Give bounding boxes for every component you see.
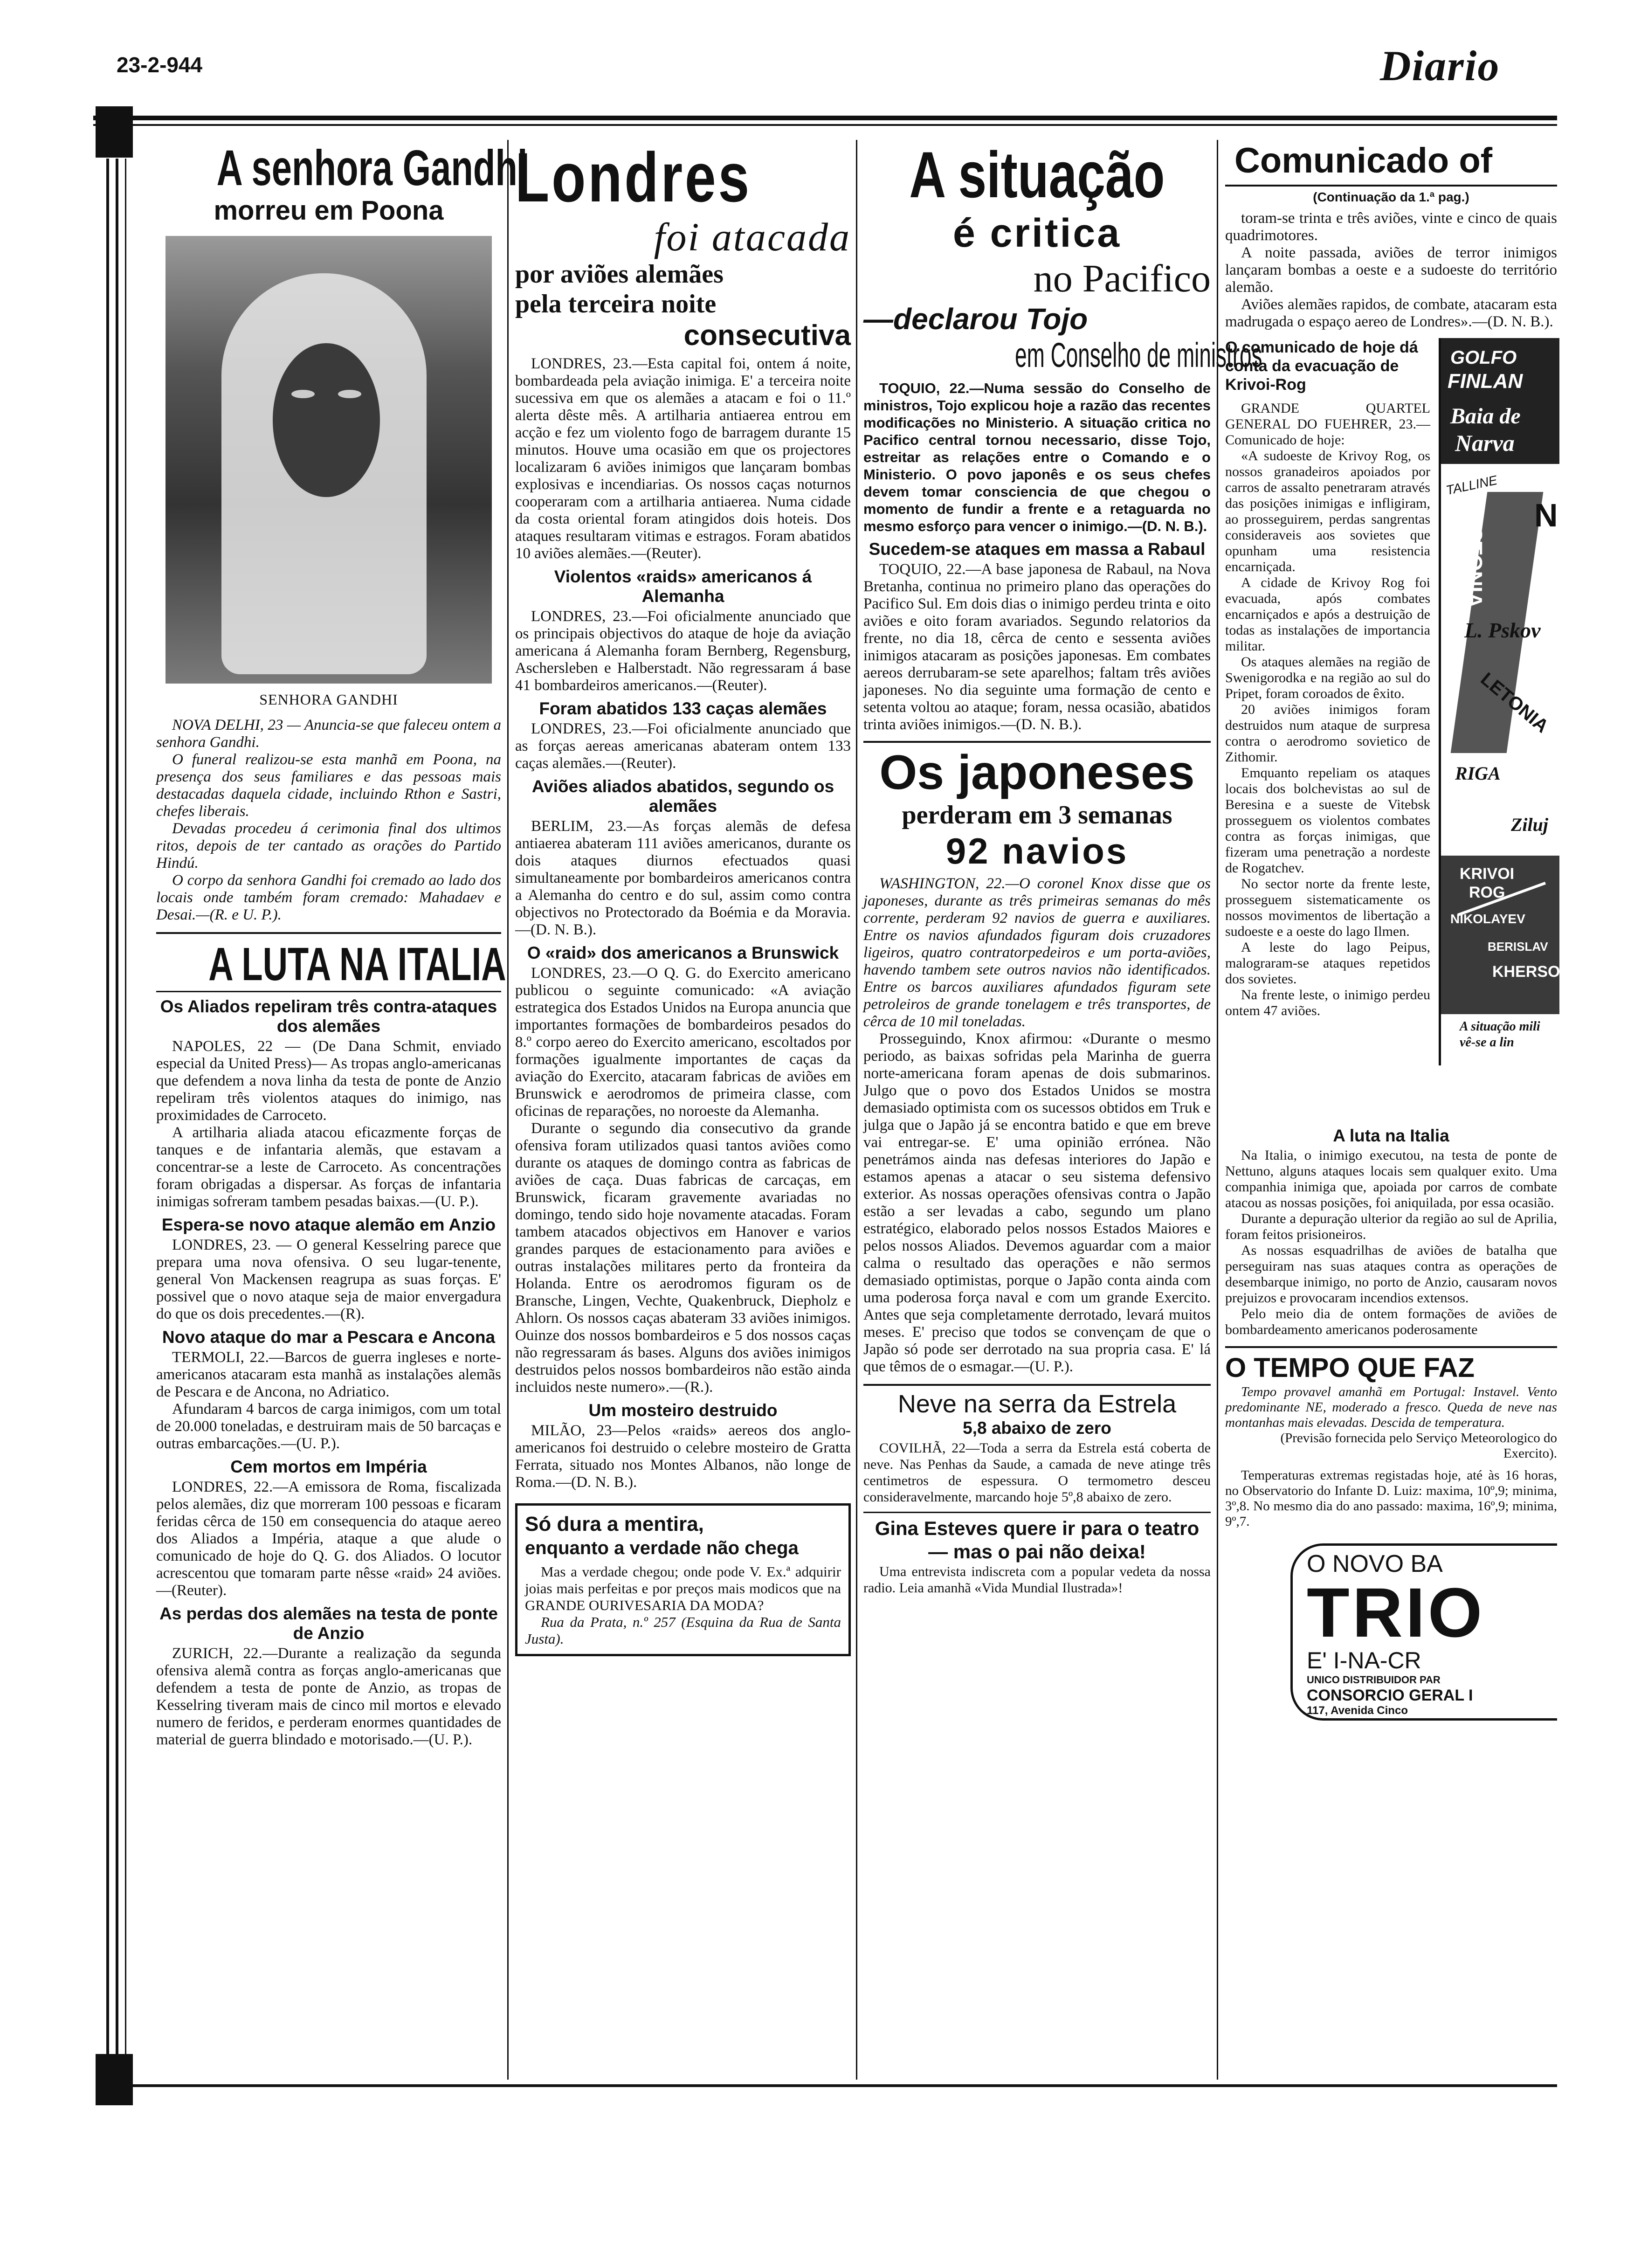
comunicado-p3: Aviões alemães rapidos, de combate, atacaram esta madrugada o espaço aereo de Londres».—(D. N. B.). (1225, 296, 1557, 330)
kesselring-p1: LONDRES, 23. — O general Kesselring parece que prepara uma nova ofensiva. O seu lugar-tenente, general Von Mackensen reagrupa as suas forças. E' possivel que o novo ataque seja de maior envergadura do que os dois precedentes.—(R). (156, 1237, 501, 1322)
aliados-p1: BERLIM, 23.—As forças alemãs de defesa antiaerea abateram 111 aviões americanos, durante os dois ataques diurnos efectuados quasi simultaneamente por bombardeiros americanos contra a Alemanha do centro e do sul, assim como contra objectivos no Protectorado da Boémia e da Moravia.—(D. N. B.). (515, 818, 851, 938)
gandhi-photo-caption: SENHORA GANDHI (259, 691, 398, 708)
brunswick-p2: Durante o segundo dia consecutivo da grande ofensiva foram utilizados quasi tantos aviões como durante os ataques de domingo contra as fabricas de aviões de caça. Duas fabricas de carcaças, em Brunswick, ficaram gravemente avariadas no domingo, tendo sido hoje novamente atacadas. Foram tambem atacados objectivos em Hanover e varios grandes parques de estacionamento para aviões e outras instalações militares perto da fronteira da Holanda. Entre os aerodromos figuram os de Bransche, Lingen, Vechte, Quakenbruck, Diepholz e Ahlorn. Os nossos caças abateram 33 aviões inimigos. Ouinze dos nossos bombardeiros e 5 dos nossos caças não regressaram ás bases. Alguns dos aviões inimigos destruidos pelos nossos bombardeiros não estão ainda incluidos neste numero».—(R.). (515, 1120, 851, 1396)
italia-headline: A LUTA NA ITALIA (208, 938, 506, 990)
gandhi-headline: A senhora Gandhi (216, 139, 528, 196)
tempo-temperatures: Temperaturas extremas registadas hoje, até às 16 horas, no Observatorio do Infante D. Luiz: maxima, 10º,9; minima, 3º,8. No mesmo dia do ano passado: maxima, 16º,9; minima, 9º,7. (1225, 1468, 1557, 1529)
tempo-headline: O TEMPO QUE FAZ (1225, 1353, 1475, 1383)
tempo-forecast: Tempo provavel amanhã em Portugal: Instavel. Vento predominante NE, moderado a fresco. Queda de neve nas montanhas mais elevadas. Descida de temperatura. (1225, 1384, 1557, 1430)
japoneses-p2: Prosseguindo, Knox afirmou: «Durante o mesmo periodo, as baixas sofridas pela Marinha de guerra norte-americana foram apenas de dois submarinos. Julgo que o povo dos Estados Unidos se mostra demasiado optimista com os sucessos obtidos em Truk e julga que o Japão já se encontra batido e que em breve vai entregar-se. E' uma opinião errónea. Não penetrámos ainda nas defesas interiores do Japão e estamos apenas a atacar o seu sistema defensivo exterior. As nossas operações ofensivas contra o Japão estão a ser levadas a cabo, segundo um plano estratégico, elaborado pelos nossos Estados Maiores e pelos nossos Aliados. Devemos aguardar com a maior calma o resultado das operações e não sermos demasiado optimistas, porque o Japão conta ainda com uma poderosa força naval e com um grande Exercito. Antes que seja completamente derrotado, levará muitos meses. E' preciso que todos se convençam de que o Japão só pode ser derrotado na sua propria casa. E' lá que têmos de o esmagar.—(U. P.). (863, 1030, 1211, 1375)
map-label-nikolayev: NIKOLAYEV (1450, 912, 1525, 926)
raids-subhead: Violentos «raids» americanos á Alemanha (554, 567, 812, 606)
trio-ad-line2: E' I-NA-CR (1307, 1647, 1421, 1673)
footer-rule (131, 2084, 1557, 2087)
ad-title-1: Só dura a mentira, (525, 1513, 704, 1535)
kesselring-subhead: Espera-se novo ataque alemão em Anzio (161, 1215, 496, 1234)
ad-title-2: enquanto a verdade não chega (525, 1538, 799, 1558)
italia-p2: A artilharia aliada atacou eficazmente forças de tanques e de infantaria alemãs, que estavam a concentrar-se a leste de Carroceto. As concentrações foram obrigadas a dispersar. As forças de infantaria inimigas sofreram tambem pesadas baixas.—(U. P.). (156, 1124, 501, 1210)
pescara-p2: Afundaram 4 barcos de carga inimigos, com um total de 20.000 toneladas, e destruiram mais de 50 barcaças e outras embarcações.—(U. P.). (156, 1401, 501, 1452)
situacao-p1: TOQUIO, 22.—Numa sessão do Conselho de ministros, Tojo explicou hoje a razão das recentes modificações no Ministerio. A situação critica no Pacifico central tornou necessario, disse Tojo, estreitar as relações entre o Comando e o Ministerio. O povo japonês e os seus chefes devem tomar consciencia de que chegou o momento de fundir a frente e a retaguarda no mesmo esforço para vencer o inimigo.—(D. N. B.). (863, 380, 1211, 534)
rabaul-p1: TOQUIO, 22.—A base japonesa de Rabaul, na Nova Bretanha, continua no primeiro plano das operações do Pacifico Sul. Em dois dias o inimigo perdeu trinta e oito aviões e oito foram avariados. Segundo relatorios da frente, no dia 18, cêrca de cento e sessenta aviões inimigos atacaram as posições japonesas. Em combates aereos derrubaram-se sete aparelhos; faltam três aviões japoneses. No dia seguinte uma formação de cento e setenta voltou ao ataque; foram, nessa ocasião, abatidos trinta aviões inimigos.—(D. N. B.). (863, 561, 1211, 733)
column-comunicado (1225, 140, 1560, 2080)
column-rule-1 (507, 140, 509, 2080)
perdas-p1: ZURICH, 22.—Durante a realização da segunda ofensiva alemã contra as forças anglo-americanas que defendem a testa de ponte de Anzio, as tropas de Kesselring tiveram mais de cinco mil mortos e elevado numero de feridos, e perderam enormes quantidades de material de guerra blindado e motorisado.—(U. P.). (156, 1645, 501, 1748)
map-label-rog: ROG (1469, 884, 1505, 901)
trio-ad-line4: CONSORCIO GERAL I (1307, 1687, 1473, 1704)
situacao-headline: A situação (909, 138, 1165, 211)
map-label-baia: Baia de (1450, 404, 1521, 429)
krivoi-p5: 20 aviões inimigos foram destruidos num ataque de surpresa contra o aerodromo sovietico de Zithomir. (1225, 702, 1430, 765)
trio-ad-line5: 117, Avenida Cinco (1307, 1704, 1408, 1717)
italia-p1: NAPOLES, 22 — (De Dana Schmit, enviado especial da United Press)— As tropas anglo-americanas que defendem a nova linha da testa de ponte de Anzio repeliram três violentos ataques do inimigo, nas proximidades de Carroceto. (156, 1038, 501, 1124)
pescara-p1: TERMOLI, 22.—Barcos de guerra ingleses e norte-americanos atacaram esta manhã as instalações alemãs de Pescara e de Ancona, no Adriatico. (156, 1349, 501, 1400)
map-label-pskov: L. Pskov (1464, 618, 1541, 642)
gandhi-p4: O corpo da senhora Gandhi foi cremado ao lado dos locais onde também foram cremado: Mahadaev e Desai.—(R. e U. P.). (156, 872, 501, 923)
comunicado-headline: Comunicado of (1234, 141, 1493, 180)
gandhi-p1: NOVA DELHI, 23 — Anuncia-se que faleceu ontem a senhora Gandhi. (156, 717, 501, 751)
imperia-p1: LONDRES, 22.—A emissora de Roma, fiscalizada pelos alemães, diz que morreram 100 pessoas e ficaram feridas cêrca de 150 em consequencia do ataque aereo dos Aliados a Impéria, ataque a que alude o comunicado de hoje do Q. G. dos Aliados. O locutor acrescentou que tomaram parte nêsse «raid» 24 aviões.—(Reuter). (156, 1479, 501, 1599)
trio-ad-brand: TRIO (1307, 1573, 1485, 1652)
imperia-subhead: Cem mortos em Impéria (230, 1457, 427, 1476)
column-situacao (863, 138, 1262, 2080)
italia-comunicado-p4: Pelo meio dia de ontem formações de aviões de bombardeamento americanos poderosamente (1225, 1306, 1557, 1337)
japoneses-headline: Os japoneses (879, 746, 1195, 800)
italia-comunicado-p3: As nossas esquadrilhas de aviões de batalha que perseguiram nas suas ataques contra as operações de desembarque inimigo, no porto de Anzio, causaram novos prejuizos e provocaram incendios extensos. (1225, 1243, 1557, 1306)
mosteiro-p1: MILÃO, 23—Pelos «raids» aereos dos anglo-americanos foi destruido o celebre mosteiro de Gratta Ferrata, situado nos Montes Albanos, não longe de Roma.—(D. N. B.). (515, 1422, 851, 1491)
japoneses-deck1: perderam em 3 semanas (902, 801, 1172, 830)
front-map (1439, 338, 1559, 1065)
map-label-narva: Narva (1455, 430, 1515, 456)
map-label-berislav: BERISLAV (1488, 940, 1548, 954)
situacao-deck1: é critica (952, 211, 1122, 256)
londres-deck1: por aviões alemães (515, 260, 724, 289)
krivoi-p4: Os ataques alemães na região de Swenigorodka e na região ao sul do Pripet, foram coroados de êxito. (1225, 654, 1430, 701)
londres-p1: LONDRES, 23.—Esta capital foi, ontem á noite, bombardeada pela aviação inimiga. E' a terceira noite sucessiva em que os alemães a atacam e foi o 11.º alerta dêste mês. A artilharia antiaerea entrou em acção e fez um violento fogo de barragem durante 15 minutos. Houve uma ocasião em que os projectores localizaram 6 aviões inimigos que lançaram bombas explosivas e incendiarias. Os nossos caças noturnos cooperaram com a artilharia antiaerea. Numa cidade da costa oriental foram atingidos dois hoteis. Dos ataques resultaram vitimas e estragos. Foram abatidos 10 aviões alemães.—(Reuter). (515, 355, 851, 562)
gandhi-photo (165, 236, 492, 684)
edge-line-a (106, 159, 109, 2056)
masthead-title: Diario (1380, 42, 1500, 90)
map-caption: A situação mili vê-se a lin (1460, 1019, 1540, 1050)
map-label-krivoi: KRIVOI (1460, 865, 1515, 883)
column-rule-3 (1217, 140, 1218, 2080)
situacao-deck2: no Pacifico (1033, 257, 1211, 300)
map-label-finlan: FINLAN (1448, 370, 1523, 393)
map-label-estonia: ESTONIA (1462, 513, 1487, 608)
masthead-rule-top (93, 116, 1557, 120)
map-label-golfo: GOLFO (1450, 347, 1517, 368)
italia-comunicado-p2: Durante a depuração ulterior da região ao sul de Aprilia, foram feitos prisioneiros. (1225, 1211, 1557, 1242)
map-label-ziluj: Ziluj (1511, 814, 1549, 835)
pescara-subhead: Novo ataque do mar a Pescara e Ancona (162, 1328, 496, 1347)
gandhi-p2: O funeral realizou-se esta manhã em Poona, na presença dos seus familiares e das pessoas mais destacadas daquela cidade, incluindo Rthon e Sastri, chefes liberais. (156, 751, 501, 820)
page-date: 23-2-944 (117, 53, 203, 77)
italia-comunicado-subhead: A luta na Italia (1333, 1126, 1449, 1145)
map-label-letonia: LETONIA (1476, 669, 1552, 737)
comunicado-p2: A noite passada, aviões de terror inimigos lançaram bombas a oeste e a sudoeste do território alemão. (1225, 244, 1557, 296)
cacas-subhead: Foram abatidos 133 caças alemães (539, 699, 827, 718)
column-gandhi (156, 139, 528, 2080)
map-label-kherso: KHERSO (1492, 963, 1560, 981)
trio-ad-line1: O NOVO BA (1307, 1550, 1443, 1577)
map-label-riga: RIGA (1455, 763, 1501, 784)
edge-block-top (96, 106, 133, 158)
ad-address: Rua da Prata, n.º 257 (Esquina da Rua de Santa Justa). (525, 1614, 841, 1647)
brunswick-subhead: O «raid» dos americanos a Brunswick (527, 943, 839, 962)
krivoi-p6: Emquanto repeliam os ataques locais dos bolchevistas ao sul de Beresina e a sueste de Vitebsk prosseguem os violentos combates contra as forças inimigas, que fizeram uma penetração a nordeste de Rogatchev. (1225, 765, 1430, 876)
tempo-source: (Previsão fornecida pelo Serviço Meteorologico do Exercito). (1280, 1431, 1557, 1461)
krivoi-p1: GRANDE QUARTEL GENERAL DO FUEHRER, 23.—Comunicado de hoje: (1225, 401, 1430, 448)
column-rule-2 (856, 140, 857, 2080)
edge-line-b (116, 159, 118, 2056)
gandhi-p3: Devadas procedeu á cerimonia final dos ultimos ritos, depois de ter cantado as orações do Partido Hindú. (156, 820, 501, 871)
gina-headline-2: — mas o pai não deixa! (928, 1541, 1146, 1563)
gandhi-subhead: morreu em Poona (214, 195, 444, 226)
japoneses-deck2: 92 navios (945, 830, 1129, 871)
situacao-deck4: em Conselho de ministros (1015, 336, 1262, 374)
column-londres (515, 140, 851, 2080)
ourivesaria-ad (515, 1503, 851, 1656)
krivoi-p9: Na frente leste, o inimigo perdeu ontem 47 aviões. (1225, 987, 1430, 1018)
trio-ad (1290, 1543, 1557, 1721)
krivoi-p7: No sector norte da frente leste, prosseguem sistematicamente os nossos movimentos de libertação a sudoeste e a oeste do lago Ilmen. (1225, 876, 1430, 939)
comunicado-p1: toram-se trinta e três aviões, vinte e cinco de quais quadrimotores. (1225, 210, 1557, 244)
londres-headline: Londres (515, 138, 752, 216)
neve-subhead: 5,8 abaixo de zero (963, 1418, 1111, 1438)
masthead-rule-thin (93, 124, 1557, 126)
londres-deck2: pela terceira noite (515, 290, 717, 318)
edge-block-bottom (96, 2054, 133, 2105)
ad-body: Mas a verdade chegou; onde pode V. Ex.ª adquirir joias mais perfeitas e por preços mais modicos que na GRANDE OURIVESARIA DA MODA? (525, 1563, 841, 1613)
edge-line-c (125, 159, 126, 2056)
londres-kicker: foi atacada (654, 214, 851, 259)
italia-comunicado-p1: Na Italia, o inimigo executou, na testa de ponte de Nettuno, alguns ataques locais sem qualquer exito. Uma companhia inimiga que, apoiada por carros de combate atacou as nossas posições, foi aniquilada, por essa ocasião. (1225, 1148, 1557, 1210)
rabaul-subhead: Sucedem-se ataques em massa a Rabaul (869, 539, 1206, 559)
neve-p1: COVILHÃ, 22—Toda a serra da Estrela está coberta de neve. Nas Penhas da Saude, a camada de neve atinge três centimetros de espessura. O termometro desceu consideravelmente, marcando hoje 5º,8 abaixo de zero. (863, 1440, 1211, 1505)
raids-p1: LONDRES, 23.—Foi oficialmente anunciado que os principais objectivos do ataque de hoje da aviação americana á Alemanha foram Bernberg, Regensburg, Aschersleben e Halberstadt. Não regressaram á base 41 bombardeiros americanos.—(Reuter). (515, 608, 851, 694)
map-label-talline: TALLINE (1444, 472, 1499, 498)
italia-subhead: Os Aliados repeliram três contra-ataques dos alemães (160, 997, 497, 1036)
cacas-p1: LONDRES, 23.—Foi oficialmente anunciado que as forças aereas americanas abateram ontem 133 caças alemães.—(Reuter). (515, 720, 851, 772)
map-label-north: N (1534, 497, 1558, 533)
mosteiro-subhead: Um mosteiro destruido (588, 1401, 778, 1420)
krivoi-p2: «A sudoeste de Krivoy Rog, os nossos granadeiros apoiados por carros de assalto penetraram através das posições inimigas e infligiram, ao prosseguirem, perdas sangrentas consideraveis aos sovietes que opunham uma resistencia encarniçada. (1225, 448, 1430, 574)
perdas-subhead: As perdas dos alemães na testa de ponte de Anzio (159, 1604, 498, 1643)
japoneses-p1: WASHINGTON, 22.—O coronel Knox disse que os japoneses, durante as três primeiras semanas do mês corrente, perderam 92 navios de guerra e auxiliares. Entre os navios afundados figuram dois cruzadores ligeiros, quatro contratorpedeiros e um porta-aviões, havendo tambem sete outros navios não identificados. Entre os barcos auxiliares afundados figuram sete petroleiros de grande tonelagem e três transportes, de cêrca de 10 mil toneladas. (863, 875, 1211, 1030)
gina-headline-1: Gina Esteves quere ir para o teatro (875, 1517, 1200, 1539)
londres-deck3: consecutiva (683, 319, 851, 352)
gina-p1: Uma entrevista indiscreta com a popular vedeta da nossa radio. Leia amanhã «Vida Mundial Ilustrada»! (863, 1564, 1211, 1596)
brunswick-p1: LONDRES, 23.—O Q. G. do Exercito americano publicou o seguinte comunicado: «A aviação estrategica dos Estados Unidos na Europa anuncia que importantes formações de bombardeiros pesados do 8.º corpo aereo do Exercito americano, escoltados por formações igualmente importantes de caças da aviação do Exercito, atacaram fabricas de aviões em Brunswick e aerodromos de primeira classe, com oficinas de reparações, no noroeste da Alemanha. (515, 965, 851, 1120)
krivoi-p3: A cidade de Krivoy Rog foi evacuada, após combates encarniçados e após a destruição de todas as instalações de importancia militar. (1225, 575, 1430, 654)
krivoi-subhead: O comunicado de hoje dá conta da evacuação de Krivoi-Rog (1225, 339, 1418, 394)
comunicado-continuation: (Continuação da 1.ª pag.) (1313, 190, 1469, 204)
neve-headline: Neve na serra da Estrela (897, 1390, 1177, 1418)
situacao-deck3: —declarou Tojo (863, 302, 1088, 336)
aliados-subhead: Aviões aliados abatidos, segundo os alemães (531, 777, 834, 816)
trio-ad-line3: UNICO DISTRIBUIDOR PAR (1307, 1674, 1441, 1686)
krivoi-p8: A leste do lago Peipus, malograram-se ataques repetidos dos sovietes. (1225, 940, 1430, 987)
